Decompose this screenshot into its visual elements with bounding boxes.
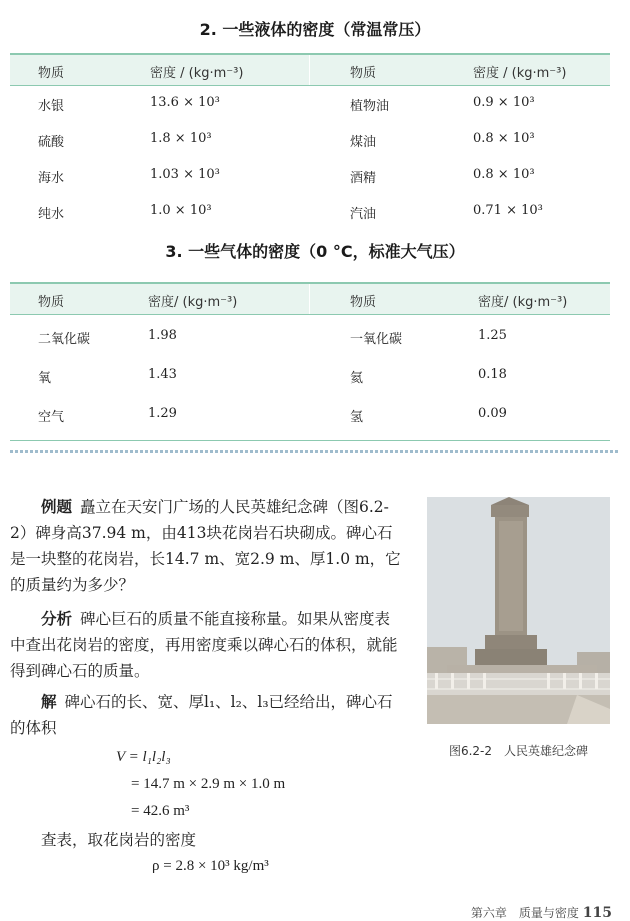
liquid-table-title: 2. 一些液体的密度（常温常压）	[199, 20, 431, 39]
header-substance: 物质	[38, 295, 65, 310]
substance-cell: 氧	[38, 371, 52, 386]
header-substance: 物质	[350, 295, 377, 310]
density-cell: 1.43	[148, 367, 177, 382]
density-formula: ρ = 2.8 × 10³ kg/m³	[152, 858, 269, 874]
substance-cell: 空气	[38, 410, 65, 425]
solution-label: 解	[41, 693, 57, 711]
analysis-label: 分析	[41, 610, 73, 628]
section-divider	[10, 450, 620, 453]
page-number: 115	[582, 905, 612, 921]
density-cell: 0.9 × 10³	[473, 95, 535, 110]
figure-caption: 图6.2-2 人民英雄纪念碑	[448, 744, 589, 758]
page-footer	[471, 904, 612, 921]
header-substance: 物质	[350, 66, 377, 81]
header-density: 密度/ (kg·m⁻³)	[148, 295, 238, 310]
lookup-text: 查表，取花岗岩的密度	[41, 831, 197, 849]
substance-cell: 氢	[350, 410, 364, 425]
substance-cell: 水银	[38, 99, 65, 114]
header-density: 密度 / (kg·m⁻³)	[473, 66, 567, 81]
substance-cell: 汽油	[350, 207, 377, 222]
volume-formula: V = l₁l₂l₃	[116, 749, 171, 765]
density-cell: 13.6 × 10³	[150, 95, 220, 110]
density-cell: 1.0 × 10³	[150, 203, 212, 218]
density-cell: 1.8 × 10³	[150, 131, 212, 146]
substance-cell: 一氧化碳	[350, 332, 403, 347]
density-cell: 0.8 × 10³	[473, 167, 535, 182]
solution-paragraph	[10, 689, 405, 741]
substance-cell: 二氧化碳	[38, 332, 91, 347]
solution-text: 碑心石的长、宽、厚l₁、l₂、l₃已经给出，碑心石的体积	[10, 693, 393, 737]
gas-table-title: 3. 一些气体的密度（0 °C，标准大气压）	[165, 242, 465, 261]
substance-cell: 酒精	[350, 171, 377, 186]
analysis-paragraph	[10, 606, 405, 684]
density-cell: 0.09	[478, 406, 507, 421]
monument-illustration	[427, 497, 610, 724]
density-cell: 0.71 × 10³	[473, 203, 543, 218]
density-cell: 1.25	[478, 328, 507, 343]
volume-calculation: = 14.7 m × 2.9 m × 1.0 m	[131, 776, 286, 792]
table-header	[10, 282, 610, 315]
density-cell: 1.98	[148, 328, 177, 343]
density-cell: 0.18	[478, 367, 507, 382]
substance-cell: 煤油	[350, 135, 377, 150]
density-cell: 1.29	[148, 406, 177, 421]
analysis-text: 碑心巨石的质量不能直接称量。如果从密度表中查出花岗岩的密度，再用密度乘以碑心石的体积，就能得到碑心石的质量。	[10, 610, 398, 680]
substance-cell: 海水	[38, 171, 65, 186]
example-text: 矗立在天安门广场的人民英雄纪念碑（图6.2-2）碑身高37.94 m，由413块花岗岩石块砌成。碑心石是一块整的花岗岩，长14.7 m、宽2.9 m、厚1.0 m，它的质量约为多少？	[10, 498, 401, 594]
volume-result: = 42.6 m³	[131, 803, 190, 819]
substance-cell: 硫酸	[38, 135, 65, 150]
substance-cell: 纯水	[38, 207, 65, 222]
table-header	[10, 53, 610, 86]
chapter-title: 第六章 质量与密度	[470, 906, 579, 920]
header-density: 密度 / (kg·m⁻³)	[150, 66, 244, 81]
example-label: 例题	[41, 498, 73, 516]
substance-cell: 植物油	[350, 99, 390, 114]
header-substance: 物质	[38, 66, 65, 81]
example-paragraph	[10, 494, 405, 598]
monument-photo	[427, 497, 610, 724]
density-cell: 0.8 × 10³	[473, 131, 535, 146]
substance-cell: 氦	[350, 371, 364, 386]
header-density: 密度/ (kg·m⁻³)	[478, 295, 568, 310]
density-cell: 1.03 × 10³	[150, 167, 220, 182]
